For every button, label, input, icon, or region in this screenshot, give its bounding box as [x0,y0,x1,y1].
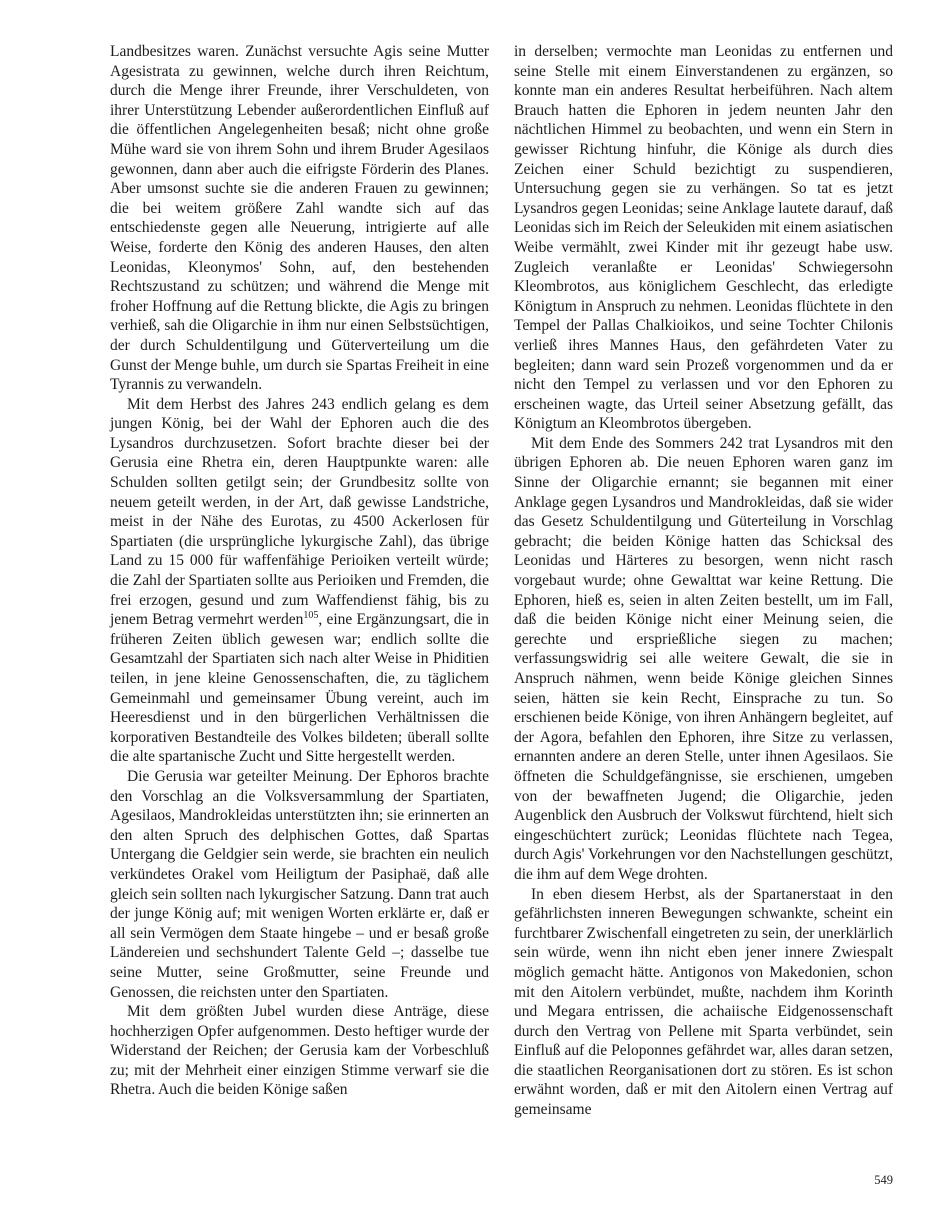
left-column [110,42,489,1120]
right-column [514,42,893,1120]
paragraph-continuation: in derselben; vermochte man Leonidas zu entfernen und seine Stelle mit einem Einverstandenen zu ergänzen, so konnte man ein anderes Resultat herbeiführen. Nach altem Brauch hatten die Ephoren in jedem neunten Jahr den nächtlichen Himmel zu beobachten, und wenn ein Stern in gewisser Richtung hinfuhr, die Könige als durch dies Zeichen einer Schuld bezichtigt zu suspendieren, Untersuchung gegen sie zu verhängen. So tat es jetzt Lysandros gegen Leonidas; seine Anklage lautete darauf, daß Leonidas sich im Reich der Seleukiden mit einem asiatischen Weibe vermählt, zwei Kinder mit ihr gezeugt habe usw. Zugleich veranlaßte er Leonidas' Schwiegersohn Kleombrotos, aus königlichem Geschlecht, das erledigte Königtum in Anspruch zu nehmen. Leonidas flüchtete in den Tempel der Pallas Chalkioikos, und seine Tochter Chilonis verließ ihres Mannes Haus, den gefährdeten Vater zu begleiten; dann ward sein Prozeß vorgenommen und da er nicht den Tempel zu verlassen und vor den Ephoren zu erscheinen wagte, das Urteil seiner Absetzung gefällt, das Königtum an Kleombrotos übergeben. [514,43,893,433]
paragraph: In eben diesem Herbst, als der Spartanerstaat in den gefährlichsten inneren Bewegungen schwankte, scheint ein furchtbarer Zwischenfall eingetreten zu sein, der unerklärlich sein würde, wenn ihn nicht eben jener innere Zwiespalt möglich gemacht hätte. Antigonos von Makedonien, schon mit den Aitolern verbündet, mußte, nachdem ihm Korinth und Megara entrissen, die achaiische Eidgenossenschaft durch den Vertrag von Pellene mit Sparta verbündet, sein Einfluß auf die Peloponnes gefährdet war, alles daran setzen, die staatlichen Reorganisationen dort zu stören. Es ist schon erwähnt worden, daß er mit den Aitolern einen Vertrag auf gemeinsame [514,885,893,1119]
paragraph: Mit dem größten Jubel wurden diese Anträge, diese hochherzigen Opfer aufgenommen. Desto heftiger wurde der Widerstand der Reichen; der Gerusia kam der Vorbeschluß zu; mit der Mehrheit einer einzigen Stimme verwarf sie die Rhetra. Auch die beiden Könige saßen [110,1003,489,1099]
paragraph: Mit dem Ende des Sommers 242 trat Lysandros mit den übrigen Ephoren ab. Die neuen Ephoren waren ganz im Sinne der Oligarchie ernannt; sie begannen mit einer Anklage gegen Lysandros und Mandrokleidas, daß sie wider das Gesetz Schuldentilgung und Güterteilung in Vorschlag gebracht; die beiden Könige hatten das Schicksal des Leonidas und Härteres zu besorgen, wenn nicht rasch vorgebaut wurde; ohne Gewalttat war keine Rettung. Die Ephoren, hieß es, seien in alten Zeiten bestellt, um im Fall, daß die beiden Könige nicht einer Meinung seien, die gerechte und ersprießliche siegen zu machen; verfassungswidrig sei alle weitere Gewalt, die sie in Anspruch nähmen, wenn beide Könige gleichen Sinnes seien, hätten sie kein Recht, Einsprache zu tun. So erschienen beide Könige, von ihren Anhängern begleitet, auf der Agora, befahlen den Ephoren, ihre Sitze zu verlassen, ernannten andere an deren Stelle, unter ihnen Agesilaos. Sie öffneten die Schuldgefängnisse, sie erschienen, umgeben von der bewaffneten Jugend; die Oligarchie, jeden Augenblick den Ausbruch der Volkswut fürchtend, hielt sich eingeschüchtert zurück; Leonidas flüchtete nach Tegea, durch Agis' Vorkehrungen vor den Nachstellungen geschützt, die ihm auf dem Wege drohten. [514,434,893,883]
paragraph-text: , eine Ergänzungsart, die in früheren Zeiten üblich gewesen war; endlich sollte die Gesamtzahl der Spartiaten sich nach alter Weise in Phiditien teilen, in jene kleine Genossenschaften, die, zu täglichem Gemeinmahl und gemeinsamer Übung vereint, auch im Heeresdienst und in den bürgerlichen Verhältnissen die korporativen Bestandteile des Volkes bildeten; überall sollte die alte spartanische Zucht und Sitte hergestellt werden. [110,611,489,766]
paragraph: Die Gerusia war geteilter Meinung. Der Ephoros brachte den Vorschlag an die Volksversammlung der Spartiaten, Agesilaos, Mandrokleidas unterstützten ihn; sie erinnerten an den alten Spruch des delphischen Gottes, daß Spartas Untergang die Geldgier sein werde, sie brachten ein neulich verkündetes Orakel vom Heiligtum der Pasiphaë, daß alle gleich sein sollten nach lykurgischer Satzung. Dann trat auch der junge König auf; mit wenigen Worten erklärte er, daß er all sein Vermögen dem Staate hingebe – und er besaß große Ländereien und sechshundert Talente Geld –; dasselbe tue seine Mutter, seine Großmutter, seine Freunde und Genossen, die reichsten unter den Spartiaten. [110,767,489,1001]
paragraph-continuation: Landbesitzes waren. Zunächst versuchte Agis seine Mutter Agesistrata zu gewinnen, welche durch ihren Reichtum, durch die Menge ihrer Freunde, ihrer Verschuldeten, von ihrer Unterstützung Lebender außerordentlichen Einfluß auf die öffentlichen Angelegenheiten besaß; nicht ohne große Mühe ward sie von ihrem Sohn und ihrem Bruder Agesilaos gewonnen, dann aber auch die eifrigste Förderin des Planes. Aber umsonst suchte sie die anderen Frauen zu gewinnen; die bei weitem größere Zahl wandte sich auf das entschiedenste gegen alle Neuerung, intrigierte auf alle Weise, forderte den König des anderen Hauses, den alten Leonidas, Kleonymos' Sohn, auf, den bestehenden Rechtszustand zu schützen; und während die Menge mit froher Hoffnung auf die Rettung blickte, die Agis zu bringen verhieß, sah die Oligarchie in ihm nur einen Selbstsüchtigen, der durch Schuldentilgung und Güterverteilung um die Gunst der Menge buhle, um durch sie Spartas Freiheit in eine Tyrannis zu verwandeln. [110,43,489,394]
page-number: 549 [874,1173,893,1187]
paragraph-text: Mit dem Herbst des Jahres 243 endlich gelang es dem jungen König, bei der Wahl der Ephoren auch die des Lysandros durchzusetzen. Sofort brachte dieser bei der Gerusia eine Rhetra ein, deren Hauptpunkte waren: alle Schulden sollten getilgt sein; der Grundbesitz sollte von neuem geteilt werden, in der Art, daß gewisse Landstriche, meist in der Nähe des Eurotas, zu 4500 Ackerlosen für Spartiaten (die ursprüngliche lykurgische Zahl), das übrige Land zu 15 000 für waffenfähige Perioiken verteilt würde; die Zahl der Spartiaten sollte aus Perioiken und Fremden, die frei erzogen, gesund und zum Waffendienst fähig, bis zu jenem Betrag vermehrt werden [110,395,489,629]
footnote-marker: 105 [303,610,319,622]
paragraph [110,395,489,767]
text-body [110,42,893,1120]
